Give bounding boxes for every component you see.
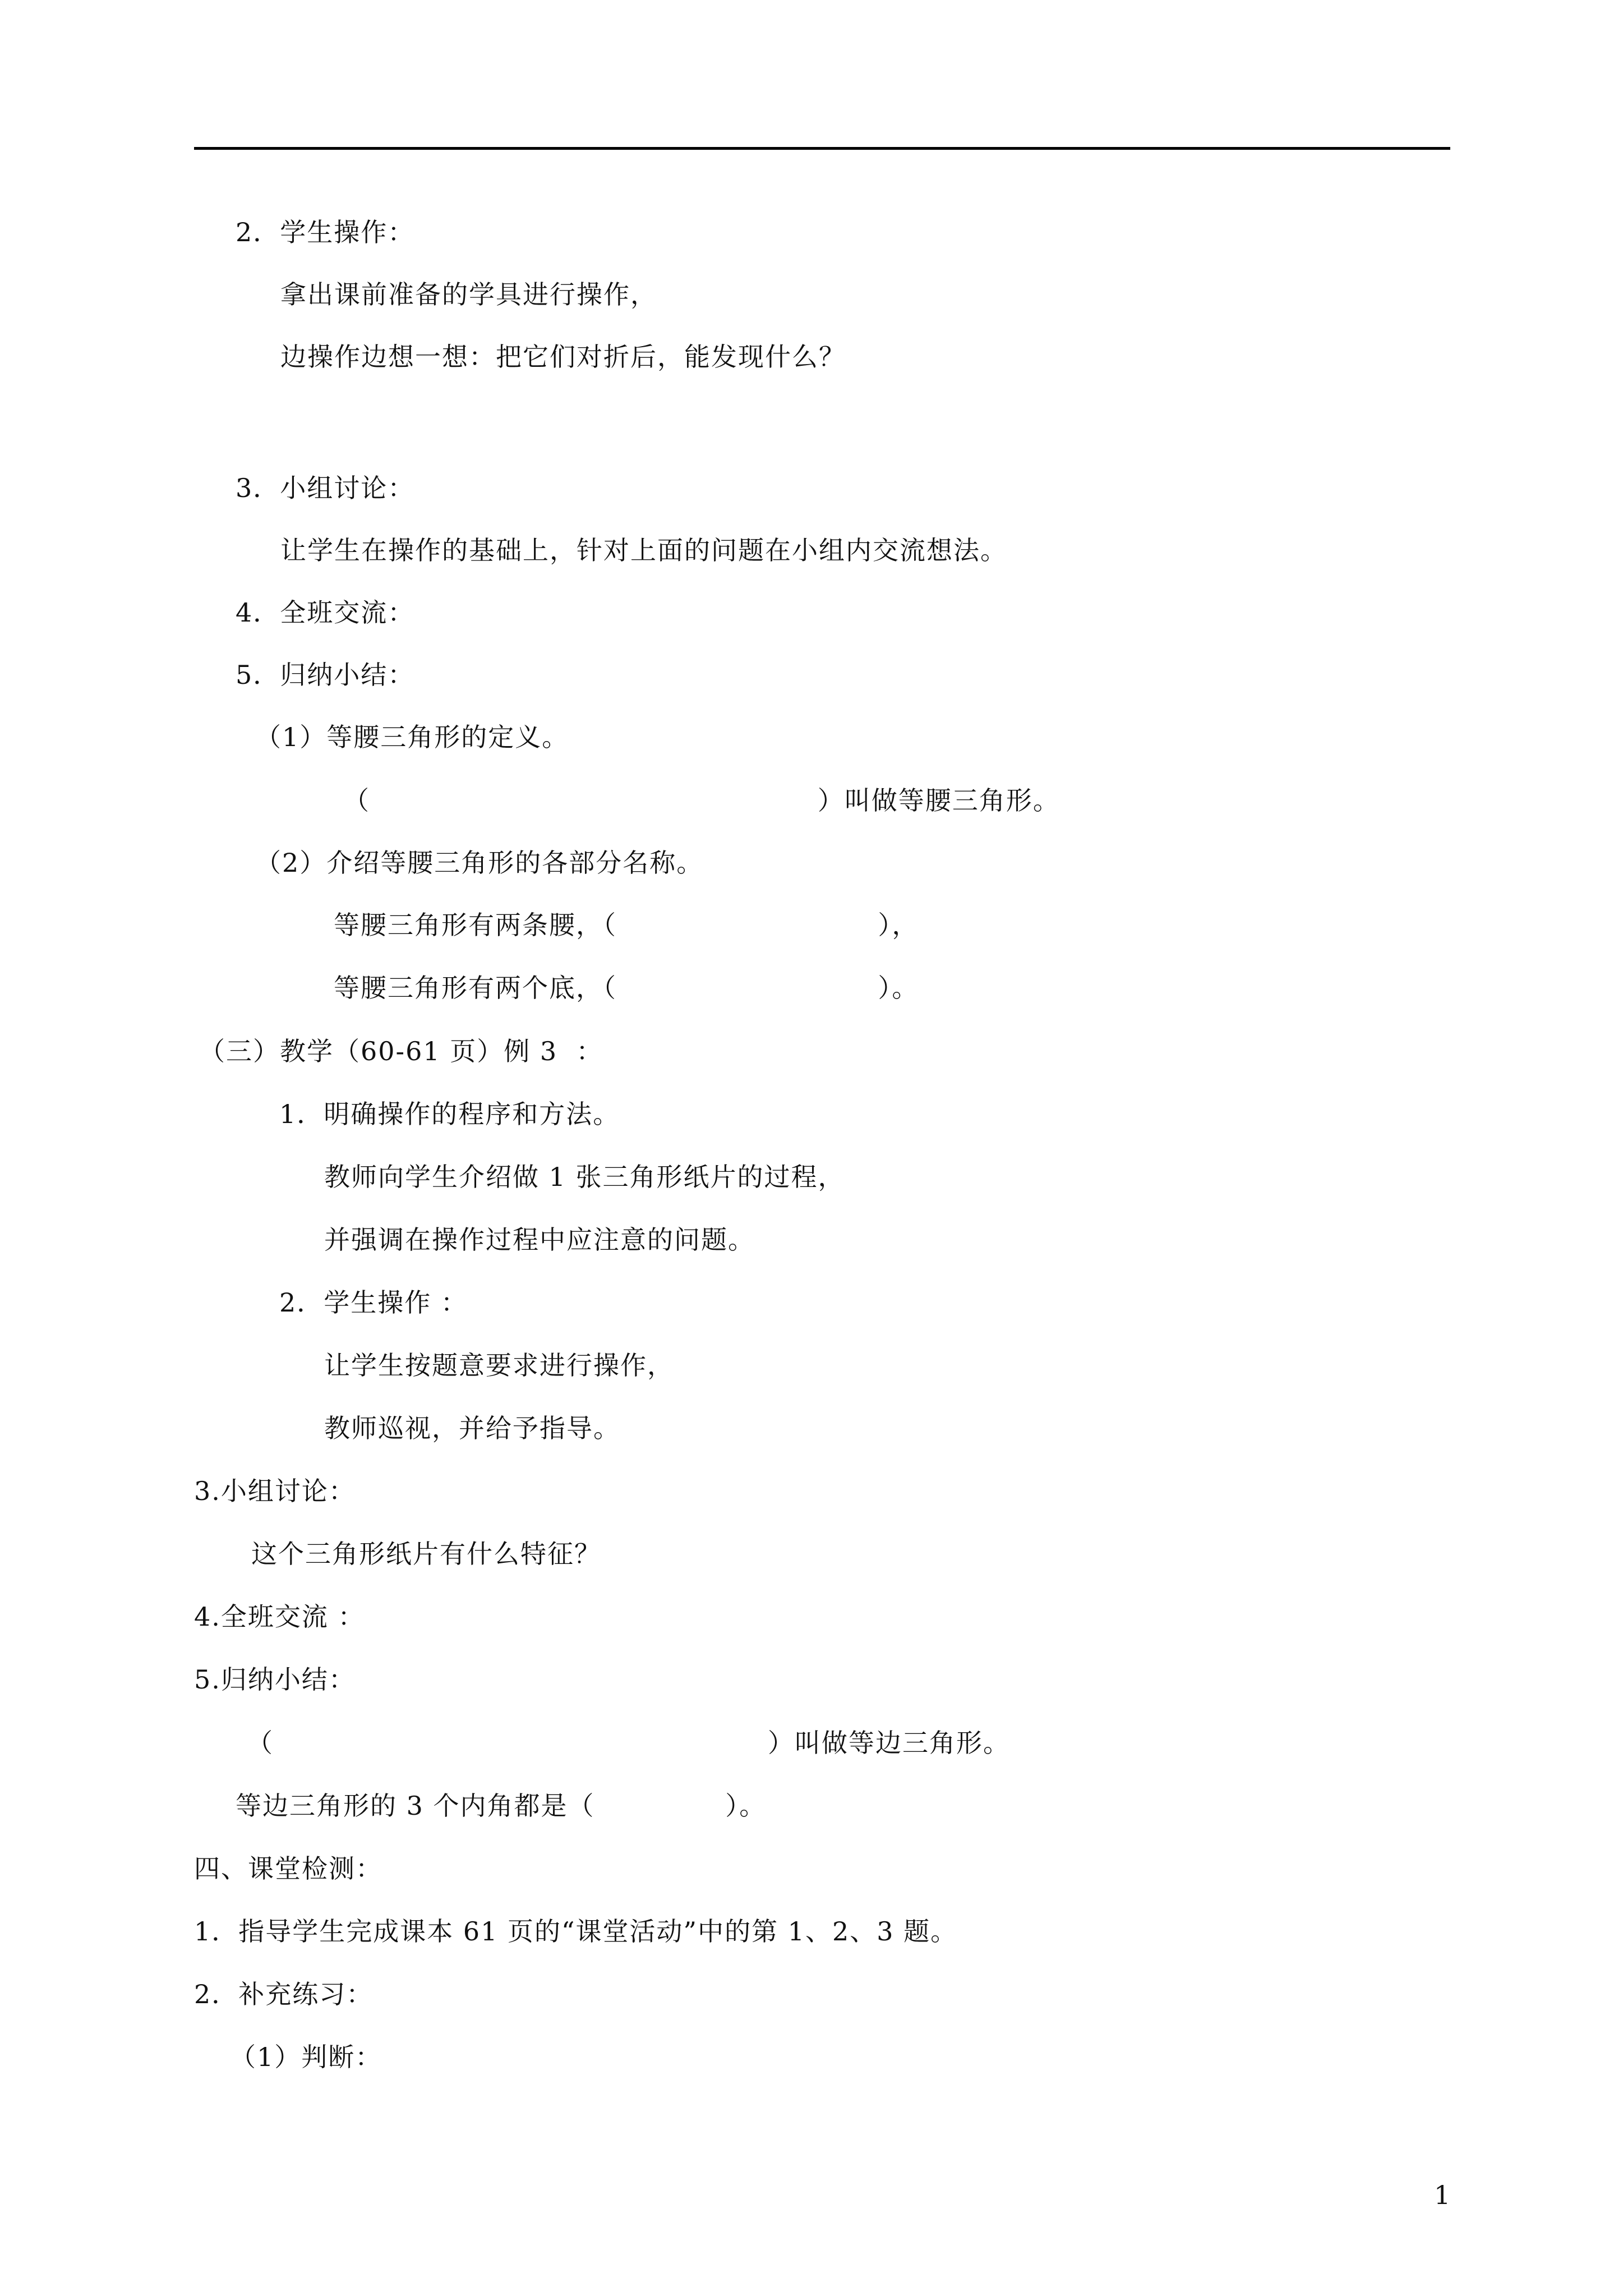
text-line: 1．明确操作的程序和方法。 [279,1099,620,1129]
text-line: 2．学生操作 ： [279,1287,468,1318]
text-line: 教师向学生介绍做 1 张三角形纸片的过程， [324,1162,845,1192]
text-line: 边操作边想一想：把它们对折后，能发现什么？ [280,342,846,372]
text-line: （三）教学（60-61 页）例 3 ： [199,1036,603,1066]
text-line: 2．补充练习： [194,1979,374,2009]
text-line: （1）判断： [230,2042,382,2072]
page-number: 1 [1434,2180,1451,2210]
text-line: 3．小组讨论： [236,473,415,503]
text-line: 4.全班交流 ： [194,1602,365,1632]
text-line: 让学生在操作的基础上，针对上面的问题在小组内交流想法。 [280,535,1007,565]
text-line: 让学生按题意要求进行操作， [324,1350,674,1381]
text-line: 等边三角形的 3 个内角都是（ ）。 [236,1791,767,1821]
text-line: （2）介绍等腰三角形的各部分名称。 [255,848,704,878]
text-line: 四、课堂检测： [194,1853,382,1884]
text-line: 拿出课前准备的学具进行操作， [280,279,657,310]
text-line: 5.归纳小结： [194,1664,356,1695]
text-line: （ ）叫做等边三角形。 [247,1728,1010,1758]
text-line: 等腰三角形有两条腰，（ ）， [334,910,919,940]
text-line: 4．全班交流： [236,597,415,628]
text-line: 1．指导学生完成课本 61 页的“课堂活动”中的第 1、2、3 题。 [194,1916,958,1947]
text-line: 教师巡视，并给予指导。 [324,1413,620,1443]
text-line: 3.小组讨论： [194,1476,356,1506]
text-line: 5．归纳小结： [236,660,415,690]
text-line: （ ）叫做等腰三角形。 [343,785,1060,816]
text-line: 并强调在操作过程中应注意的问题。 [324,1225,755,1255]
text-line: （1）等腰三角形的定义。 [255,722,569,752]
text-line: 2．学生操作： [236,217,415,247]
text-line: 等腰三角形有两个底，（ ）。 [334,973,919,1003]
header-rule [194,147,1450,150]
text-line: 这个三角形纸片有什么特征？ [251,1539,601,1569]
